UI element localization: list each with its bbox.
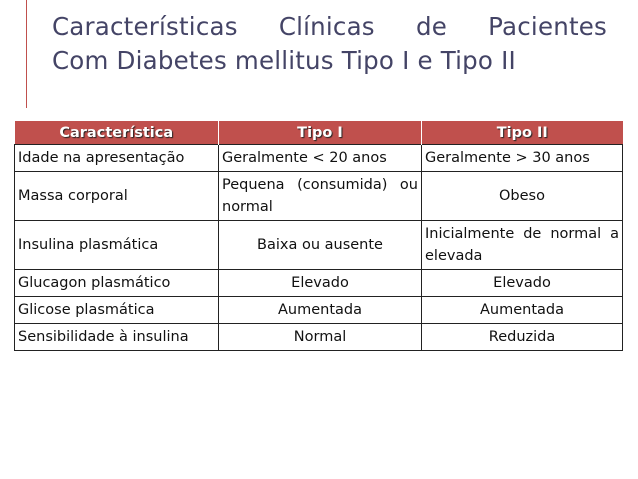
row-label: Massa corporal: [15, 172, 219, 221]
table-row: [15, 145, 623, 172]
tipo-1-value: Normal: [219, 324, 422, 351]
tipo-1-value: Aumentada: [219, 297, 422, 324]
tipo-2-value: Aumentada: [422, 297, 623, 324]
table-row: [15, 270, 623, 297]
title-line-1: Características Clínicas de Pacientes: [52, 12, 607, 41]
tipo-1-value: Baixa ou ausente: [219, 221, 422, 270]
tipo-2-value: Reduzida: [422, 324, 623, 351]
header-caracteristica: Característica: [15, 121, 219, 145]
tipo-2-value: Elevado: [422, 270, 623, 297]
page-title: [52, 10, 607, 78]
row-label: Sensibilidade à insulina: [15, 324, 219, 351]
accent-line: [26, 0, 27, 108]
tipo-2-value: Inicialmente de normal a elevada: [422, 221, 623, 270]
tipo-1-value: Pequena (consumida) ou normal: [219, 172, 422, 221]
table-row: [15, 297, 623, 324]
row-label: Insulina plasmática: [15, 221, 219, 270]
header-tipo-2: Tipo II: [422, 121, 623, 145]
comparison-table: [14, 121, 623, 351]
row-label: Glicose plasmática: [15, 297, 219, 324]
table-row: [15, 324, 623, 351]
header-tipo-1: Tipo I: [219, 121, 422, 145]
tipo-2-value: Geralmente > 30 anos: [422, 145, 623, 172]
row-label: Glucagon plasmático: [15, 270, 219, 297]
tipo-1-value: Geralmente < 20 anos: [219, 145, 422, 172]
tipo-1-value: Elevado: [219, 270, 422, 297]
table-header-row: [15, 121, 623, 145]
title-line-2: Com Diabetes mellitus Tipo I e Tipo II: [52, 46, 516, 75]
table-row: [15, 172, 623, 221]
table-row: [15, 221, 623, 270]
row-label: Idade na apresentação: [15, 145, 219, 172]
tipo-2-value: Obeso: [422, 172, 623, 221]
